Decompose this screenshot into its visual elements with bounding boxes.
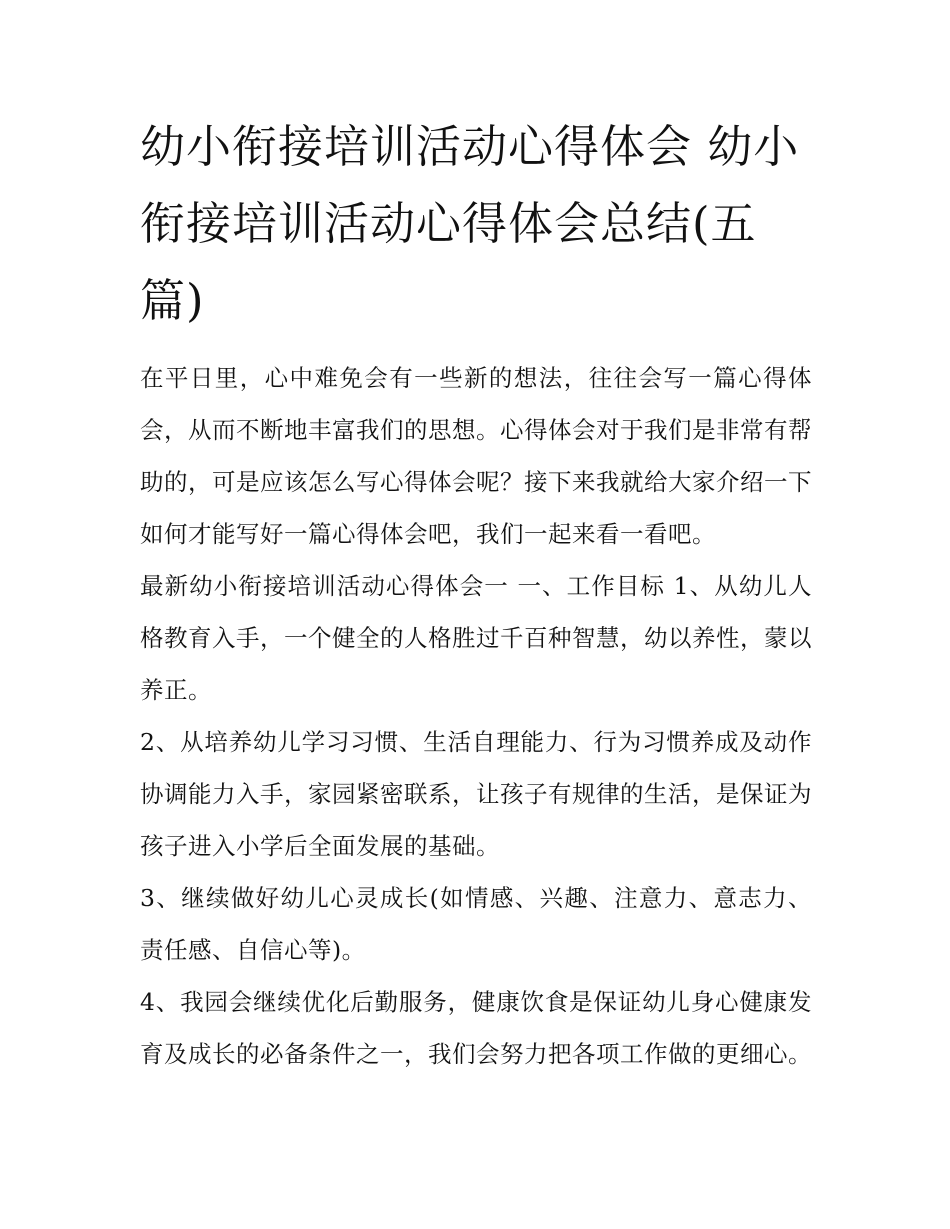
document-title: 幼小衔接培训活动心得体会 幼小衔接培训活动心得体会总结(五篇) — [140, 120, 800, 327]
item-4-paragraph: 4、我园会继续优化后勤服务，健康饮食是保证幼儿身心健康发育及成长的必备条件之一，我们会努力把各项工作做的更细心。 — [140, 988, 812, 1068]
paragraph-list — [140, 352, 812, 1080]
intro-paragraph: 在平日里，心中难免会有一些新的想法，往往会写一篇心得体会，从而不断地丰富我们的思想。心得体会对于我们是非常有帮助的，可是应该怎么写心得体会呢？接下来我就给大家介绍一下如何才能写好一篇心得体会吧，我们一起来看一看吧。 — [140, 364, 812, 548]
item-3-paragraph: 3、继续做好幼儿心灵成长(如情感、兴趣、注意力、意志力、责任感、自信心等)。 — [140, 884, 812, 964]
document-body — [140, 108, 812, 1080]
item-2-paragraph: 2、从培养幼儿学习习惯、生活自理能力、行为习惯养成及动作协调能力入手，家园紧密联系，让孩子有规律的生活，是保证为孩子进入小学后全面发展的基础。 — [140, 728, 812, 860]
section-one-paragraph: 最新幼小衔接培训活动心得体会一 一、工作目标 1、从幼儿人格教育入手，一个健全的人格胜过千百种智慧，幼以养性，蒙以养正。 — [140, 572, 812, 704]
